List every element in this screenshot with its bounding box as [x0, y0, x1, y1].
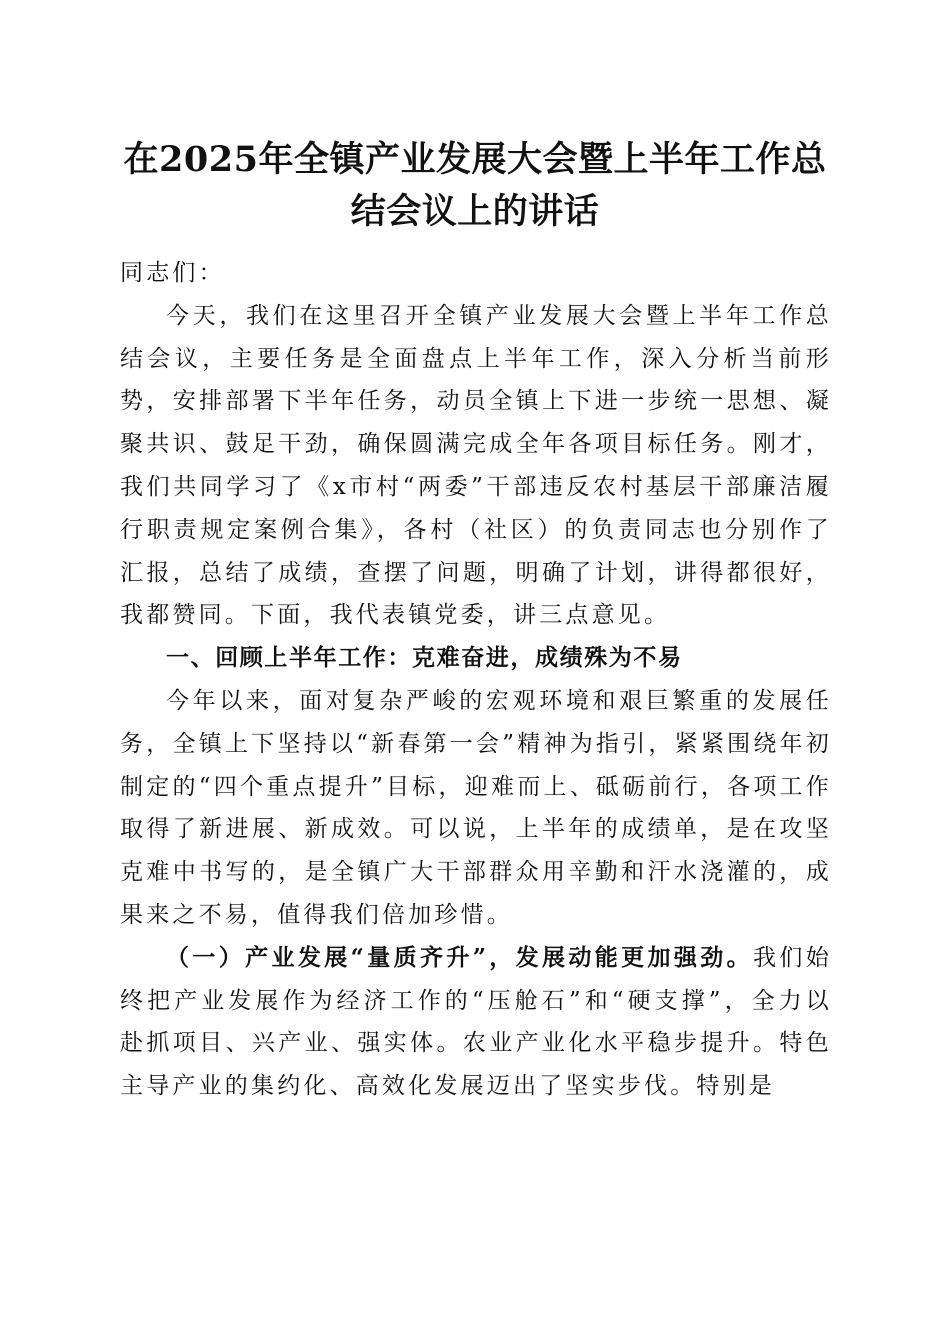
document-body [120, 252, 832, 1108]
subsection-1-text: 我们始终把产业发展作为经济工作的“压舱石”和“硬支撑”，全力以赴抓项目、兴产业、强实体。农业产业化水平稳步提升。特色主导产业的集约化、高效化发展迈出了坚实步伐。特别是 [120, 944, 832, 1100]
section-1-heading: 一、回顾上半年工作：克难奋进，成绩殊为不易 [166, 645, 683, 672]
title-line-2: 结会议上的讲话 [350, 191, 600, 232]
subsection-1-paragraph [120, 937, 832, 1108]
subsection-1-heading: （一）产业发展“量质齐升”，发展动能更加强劲。 [166, 943, 754, 971]
intro-paragraph: 今天，我们在这里召开全镇产业发展大会暨上半年工作总结会议，主要任务是全面盘点上半年工作，深入分析当前形势，安排部署下半年任务，动员全镇上下进一步统一思想、凝聚共识、鼓足干劲，确保圆满完成全年各项目标任务。刚才，我们共同学习了《x市村“两委”干部违反农村基层干部廉洁履行职责规定案例合集》，各村（社区）的负责同志也分别作了汇报，总结了成绩，查摆了问题，明确了计划，讲得都很好，我都赞同。下面，我代表镇党委，讲三点意见。 [120, 302, 832, 629]
salutation: 同志们： [120, 260, 225, 286]
title-line-1: 在2025年全镇产业发展大会暨上半年工作总 [123, 139, 827, 180]
section-1-paragraph: 今年以来，面对复杂严峻的宏观环境和艰巨繁重的发展任务，全镇上下坚持以“新春第一会”精神为指引，紧紧围绕年初制定的“四个重点提升”目标，迎难而上、砥砺前行，各项工作取得了新进展、新成效。可以说，上半年的成绩单，是在攻坚克难中书写的，是全镇广大干部群众用辛勤和汗水浇灌的，成果来之不易，值得我们倍加珍惜。 [120, 687, 832, 928]
document-title [118, 134, 832, 238]
